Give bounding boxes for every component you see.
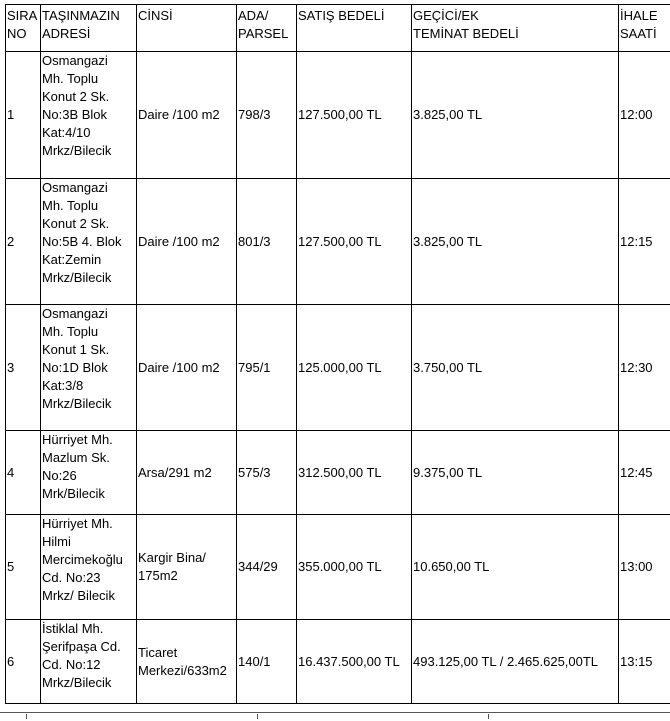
cell-type: Daire /100 m2 (137, 179, 237, 305)
cell-type: Daire /100 m2 (137, 305, 237, 431)
header-deposit: GEÇİCİ/EK TEMİNAT BEDELİ (412, 5, 619, 52)
cell-type: Daire /100 m2 (137, 52, 237, 179)
cell-parcel: 801/3 (237, 179, 297, 305)
cell-price: 127.500,00 TL (297, 52, 412, 179)
cell-time: 12:15 (619, 179, 670, 305)
header-time: İHALE SAATİ (619, 5, 670, 52)
header-parcel: ADA/ PARSEL (237, 5, 297, 52)
cell-address: İstiklal Mh. Şerifpaşa Cd. Cd. No:12 Mrkz/Bilecik (41, 620, 137, 704)
cell-time: 12:45 (619, 431, 670, 515)
divider-tick (257, 714, 258, 719)
cell-parcel: 795/1 (237, 305, 297, 431)
table-row (6, 431, 670, 515)
table-row (6, 305, 670, 431)
table-row (6, 52, 670, 179)
header-no: SIRA NO (6, 5, 41, 52)
cell-price: 355.000,00 TL (297, 515, 412, 620)
cell-address: Osmangazi Mh. Toplu Konut 2 Sk. No:5B 4. Blok Kat:Zemin Mrkz/Bilecik (41, 179, 137, 305)
cell-time: 13:15 (619, 620, 670, 704)
header-price: SATIŞ BEDELİ (297, 5, 412, 52)
cell-address: Hürriyet Mh. Hilmi Mercimekoğlu Cd. No:23 Mrkz/ Bilecik (41, 515, 137, 620)
cell-time: 12:00 (619, 52, 670, 179)
cell-deposit: 10.650,00 TL (412, 515, 619, 620)
cell-no: 5 (6, 515, 41, 620)
cell-no: 6 (6, 620, 41, 704)
table-row (6, 179, 670, 305)
cell-parcel: 798/3 (237, 52, 297, 179)
cell-price: 125.000,00 TL (297, 305, 412, 431)
cell-time: 13:00 (619, 515, 670, 620)
cell-type: Ticaret Merkezi/633m2 (137, 620, 237, 704)
cell-type: Arsa/291 m2 (137, 431, 237, 515)
cell-deposit: 9.375,00 TL (412, 431, 619, 515)
divider-tick (488, 714, 489, 719)
header-address: TAŞINMAZIN ADRESİ (41, 5, 137, 52)
table-row (6, 515, 670, 620)
page-divider (0, 712, 670, 713)
header-type: CİNSİ (137, 5, 237, 52)
cell-no: 1 (6, 52, 41, 179)
cell-address: Osmangazi Mh. Toplu Konut 1 Sk. No:1D Blok Kat:3/8 Mrkz/Bilecik (41, 305, 137, 431)
header-row (6, 5, 670, 52)
cell-no: 4 (6, 431, 41, 515)
cell-price: 127.500,00 TL (297, 179, 412, 305)
cell-address: Hürriyet Mh. Mazlum Sk. No:26 Mrk/Bilecik (41, 431, 137, 515)
cell-deposit: 3.825,00 TL (412, 179, 619, 305)
cell-price: 312.500,00 TL (297, 431, 412, 515)
cell-no: 3 (6, 305, 41, 431)
cell-no: 2 (6, 179, 41, 305)
cell-deposit: 3.825,00 TL (412, 52, 619, 179)
cell-deposit: 3.750,00 TL (412, 305, 619, 431)
table-row (6, 620, 670, 704)
cell-time: 12:30 (619, 305, 670, 431)
cell-parcel: 575/3 (237, 431, 297, 515)
cell-deposit: 493.125,00 TL / 2.465.625,00TL (412, 620, 619, 704)
cell-address: Osmangazi Mh. Toplu Konut 2 Sk. No:3B Blok Kat:4/10 Mrkz/Bilecik (41, 52, 137, 179)
cell-type: Kargir Bina/ 175m2 (137, 515, 237, 620)
divider-tick (26, 714, 27, 719)
auction-table (5, 4, 670, 704)
cell-parcel: 344/29 (237, 515, 297, 620)
cell-price: 16.437.500,00 TL (297, 620, 412, 704)
cell-parcel: 140/1 (237, 620, 297, 704)
